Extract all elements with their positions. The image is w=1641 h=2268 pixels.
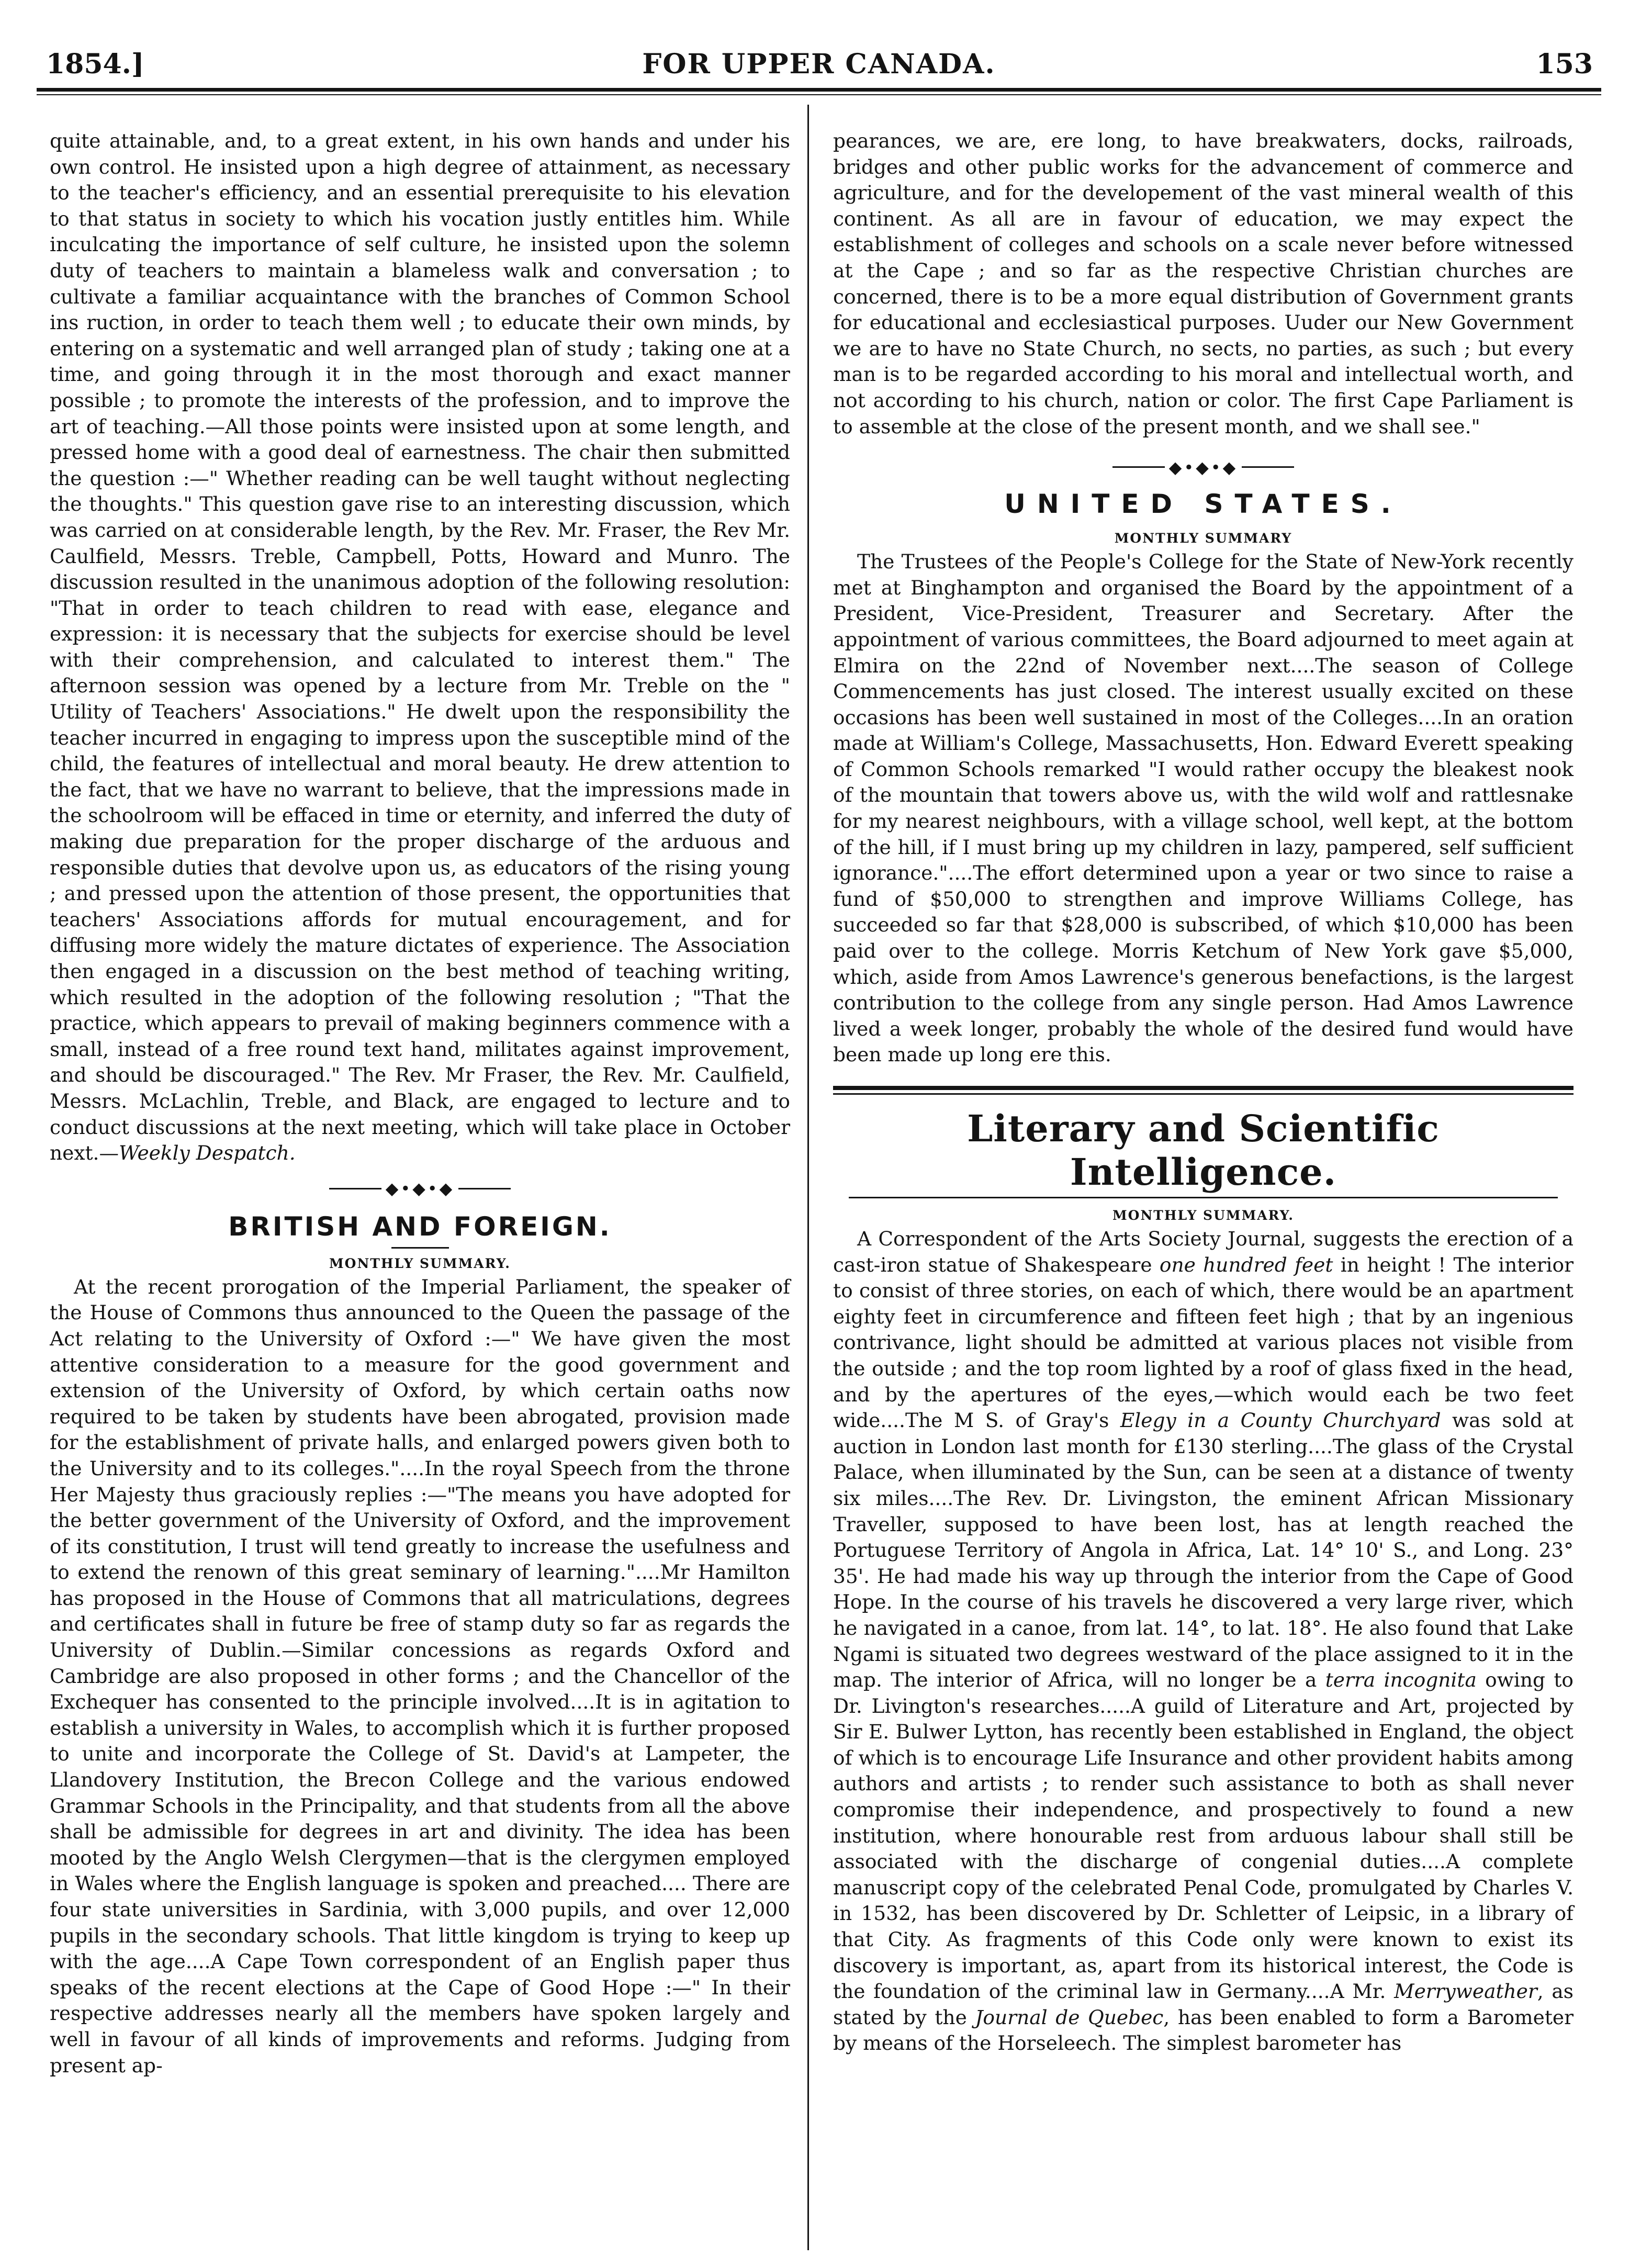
ornamental-divider: ◆•◆•◆ <box>50 1177 790 1198</box>
section-title: BRITISH AND FOREIGN. <box>228 1211 612 1242</box>
ornamental-divider: ◆•◆•◆ <box>833 455 1573 476</box>
section-title: UNITED STATES. <box>1004 489 1402 520</box>
body-paragraph: A Correspondent of the Arts Society Journal, suggests the erection of a cast-iron statue of Shakespeare one hundred feet in height ! The interior to consist of three stories, on each of which, there would be an apartment eighty feet in circumference and fifteen feet high ; that by an ingenious contrivance, light should be admitted at various places not visible from the outside ; and the top room lighted by a roof of glass fixed in the head, and by the apertures of the eyes,—which would each be two feet wide....The M S. of Gray's Elegy in a County Churchyard was sold at auction in London last month for £130 sterling....The glass of the Crystal Palace, when illuminated by the Sun, can be seen at a distance of twenty six miles....The Rev. Dr. Livingston, the eminent African Missionary Traveller, supposed to have been lost, has at length reached the Portuguese Territory of Angola in Africa, Lat. 14° 10' S., and Long. 23° 35'. He had made his way up through the interior from the Cape of Good Hope. In the course of his travels he discovered a very large river, which he navigated in a canoe, from lat. 14°, to lat. 18°. He also found that Lake Ngami is situated two degrees westward of the place assigned to it in the map. The interior of Africa, will no longer be a terra incognita owing to Dr. Livington's researches.....A guild of Literature and Art, projected by Sir E. Bulwer Lytton, has recently been established in England, the object of which is to encourage Life Insurance and other provident habits among authors and artists ; to render such assistance to both as shall never compromise their independence, and prospectively to found a new institution, where honourable rest from arduous labour shall still be associated with the discharge of congenial duties....A complete manuscript copy of the celebrated Penal Code, promulgated by Charles V. in 1532, has been discovered by Dr. Schletter of Leipsic, in a library of that City. As fragments of this Code only were known to exist its discovery is important, as, apart from its historical interest, the Code is the foundation of the criminal law in Germany....A Mr. Merryweather, as stated by the Journal de Quebec, has been enabled to form a Barometer by means of the Horseleech. The simplest barometer has <box>833 1227 1574 2055</box>
page-number: 153 <box>1536 48 1593 80</box>
header-rule-thin <box>37 94 1601 95</box>
page-header <box>37 42 1601 89</box>
header-year: 1854.] <box>46 48 144 80</box>
body-paragraph: pearances, we are, ere long, to have breakwaters, docks, railroads, bridges and other public works for the advancement of commerce and agriculture, and for the developement of the vast mineral wealth of this continent. As all are in favour of education, we may expect the establishment of colleges and schools on a scale never before witnessed at the Cape ; and so far as the respective Christian churches are concerned, there is to be a more equal distribution of Government grants for educational and ecclesiastical purposes. Uuder our New Government we are to have no State Church, no sects, no parties, as such ; but every man is to be regarded according to his moral and intellectual worth, and not according to his church, nation or color. The first Cape Parliament is to assemble at the close of the present month, and we shall see." <box>833 129 1573 438</box>
header-rule <box>37 88 1601 92</box>
section-header-british <box>50 1211 790 1271</box>
title-underline <box>391 1247 449 1249</box>
major-section-title: Literary and Scientific Intelligence. <box>967 1107 1440 1194</box>
paragraph-text: quite attainable, and, to a great extent, in his own hands and under his own control. He insisted upon a high degree of attainment, as necessary to the teacher's efficiency, and an essential prerequisite to his elevation to that status in society to which his vocation justly entitles him. While inculcating the importance of self culture, he insisted upon the solemn duty of teachers to maintain a blameless walk and conversation ; to cultivate a familiar acquaintance with the branches of Common School ins ruction, in order to teach them well ; to educate their own minds, by entering on a systematic and well arranged plan of study ; taking one at a time, and going through it in the most thorough and exact manner possible ; to promote the interests of the profession, and to improve the art of teaching.—All those points were insisted upon at some length, and pressed home with a good deal of earnestness. The chair then submitted the question :—" Whether reading can be well taught without neglecting the thoughts." This question gave rise to an interesting discussion, which was carried on at considerable length, by the Rev. Mr. Fraser, the Rev Mr. Caulfield, Messrs. Treble, Campbell, Potts, Howard and Munro. The discussion resulted in the unanimous adoption of the following resolution: "That in order to teach children to read with ease, elegance and expression: it is necessary that the subjects for exercise should be level with their comprehension, and calculated to interest them." The afternoon session was opened by a lecture from Mr. Treble on the " Utility of Teachers' Associations." He dwelt upon the responsibility the teacher incurred in engaging to impress upon the susceptible mind of the child, the features of intellectual and moral beauty. He drew attention to the fact, that we have no warrant to believe, that the impressions made in the schoolroom will be effaced in time or eternity, and inferred the duty of making due preparation for the proper discharge of the arduous and responsible duties that devolve upon us, as educators of the rising young ; and pressed upon the attention of those present, the opportunities that teachers' Associations affords for mutual encouragement, and for diffusing more widely the mature dictates of experience. The Association then engaged in a discussion on the best method of teaching writing, which resulted in the adoption of the following resolution ; "That the practice, which appears to prevail of making beginners commence with a small, instead of a free round text hand, militates against improvement, and should be discouraged." The Rev. Mr Fraser, the Rev. Mr. Caulfield, Messrs. McLachlin, Treble, and Black, are engaged to lecture and to conduct discussions at the next meeting, which will take place in October next.— <box>50 129 790 1165</box>
body-paragraph <box>50 128 790 1166</box>
left-column <box>50 128 790 2079</box>
section-subhead: MONTHLY SUMMARY <box>1114 531 1292 546</box>
section-header-united-states <box>833 489 1573 546</box>
section-double-rule <box>833 1086 1573 1097</box>
section-subhead: MONTHLY SUMMARY. <box>329 1255 511 1271</box>
section-subhead: MONTHLY SUMMARY. <box>1112 1208 1294 1223</box>
body-paragraph: The Trustees of the People's College for the State of New-York recently met at Binghampton and organised the Board by the appointment of a President, Vice-President, Treasurer and Secretary. After the appointment of various committees, the Board adjourned to meet again at Elmira on the 22nd of November next....The season of College Commencements has just closed. The interest usually excited on these occasions has been well sustained in most of the Colleges....In an oration made at William's College, Massachusetts, Hon. Edward Everett speaking of Common Schools remarked "I would rather occupy the bleakest nook of the mountain that towers above us, with the wild wolf and rattlesnake for my nearest neighbours, with a village school, well kept, at the bottom of the hill, if I must bring up my children in lazy, pampered, self sufficient ignorance."....The effort determined upon a year or two since to raise a fund of $50,000 to strengthen and improve Williams College, has succeeded so far that $28,000 is subscribed, of which $10,000 has been paid over to the college. Morris Ketchum of New York gave $5,000, which, aside from Amos Lawrence's generous benefactions, is the largest contribution to the college from any single person. Had Amos Lawrence lived a week longer, probably the whole of the desired fund would have been made up long ere this. <box>833 550 1573 1066</box>
source-citation: Weekly Despatch. <box>118 1141 296 1165</box>
title-rule <box>849 1197 1558 1198</box>
header-title: FOR UPPER CANADA. <box>642 48 996 80</box>
body-paragraph: At the recent prorogation of the Imperial Parliament, the speaker of the House of Commons thus announced to the Queen the passage of the Act relating to the University of Oxford :—" We have given the most attentive consideration to a measure for the good government and extension of the University of Oxford, by which certain oaths now required to be taken by students have been abrogated, provision made for the establishment of private halls, and enlarged powers given both to the University and to its colleges."....In the royal Speech from the throne Her Majesty thus graciously replies :—"The means you have adopted for the better government of the University of Oxford, and the improvement of its constitution, I trust will tend greatly to increase the usefulness and to extend the renown of this great seminary of learning."....Mr Hamilton has proposed in the House of Commons that all matriculations, degrees and certificates shall in future be free of stamp duty so far as regards the University of Dublin.—Similar concessions as regards Oxford and Cambridge are also proposed in other forms ; and the Chancellor of the Exchequer has consented to the principle involved....It is in agitation to establish a university in Wales, to accomplish which it is further proposed to unite and incorporate the College of St. David's at Lampeter, the Llandovery Institution, the Brecon College and the various endowed Grammar Schools in the Principality, and that students from all the above shall be admissible for degrees in art and divinity. The idea has been mooted by the Anglo Welsh Clergymen—that is the clergymen employed in Wales where the English language is spoken and preached.... There are four state universities in Sardinia, with 3,000 pupils, and over 12,000 pupils in the secondary schools. That little kingdom is trying to keep up with the age....A Cape Town correspondent of an English paper thus speaks of the recent elections at the Cape of Good Hope :—" In their respective addresses nearly all the members have spoken largely and well in favour of all kinds of improvements and reforms. Judging from present ap- <box>50 1275 790 2077</box>
right-column <box>833 128 1573 2057</box>
column-divider <box>807 105 809 2250</box>
